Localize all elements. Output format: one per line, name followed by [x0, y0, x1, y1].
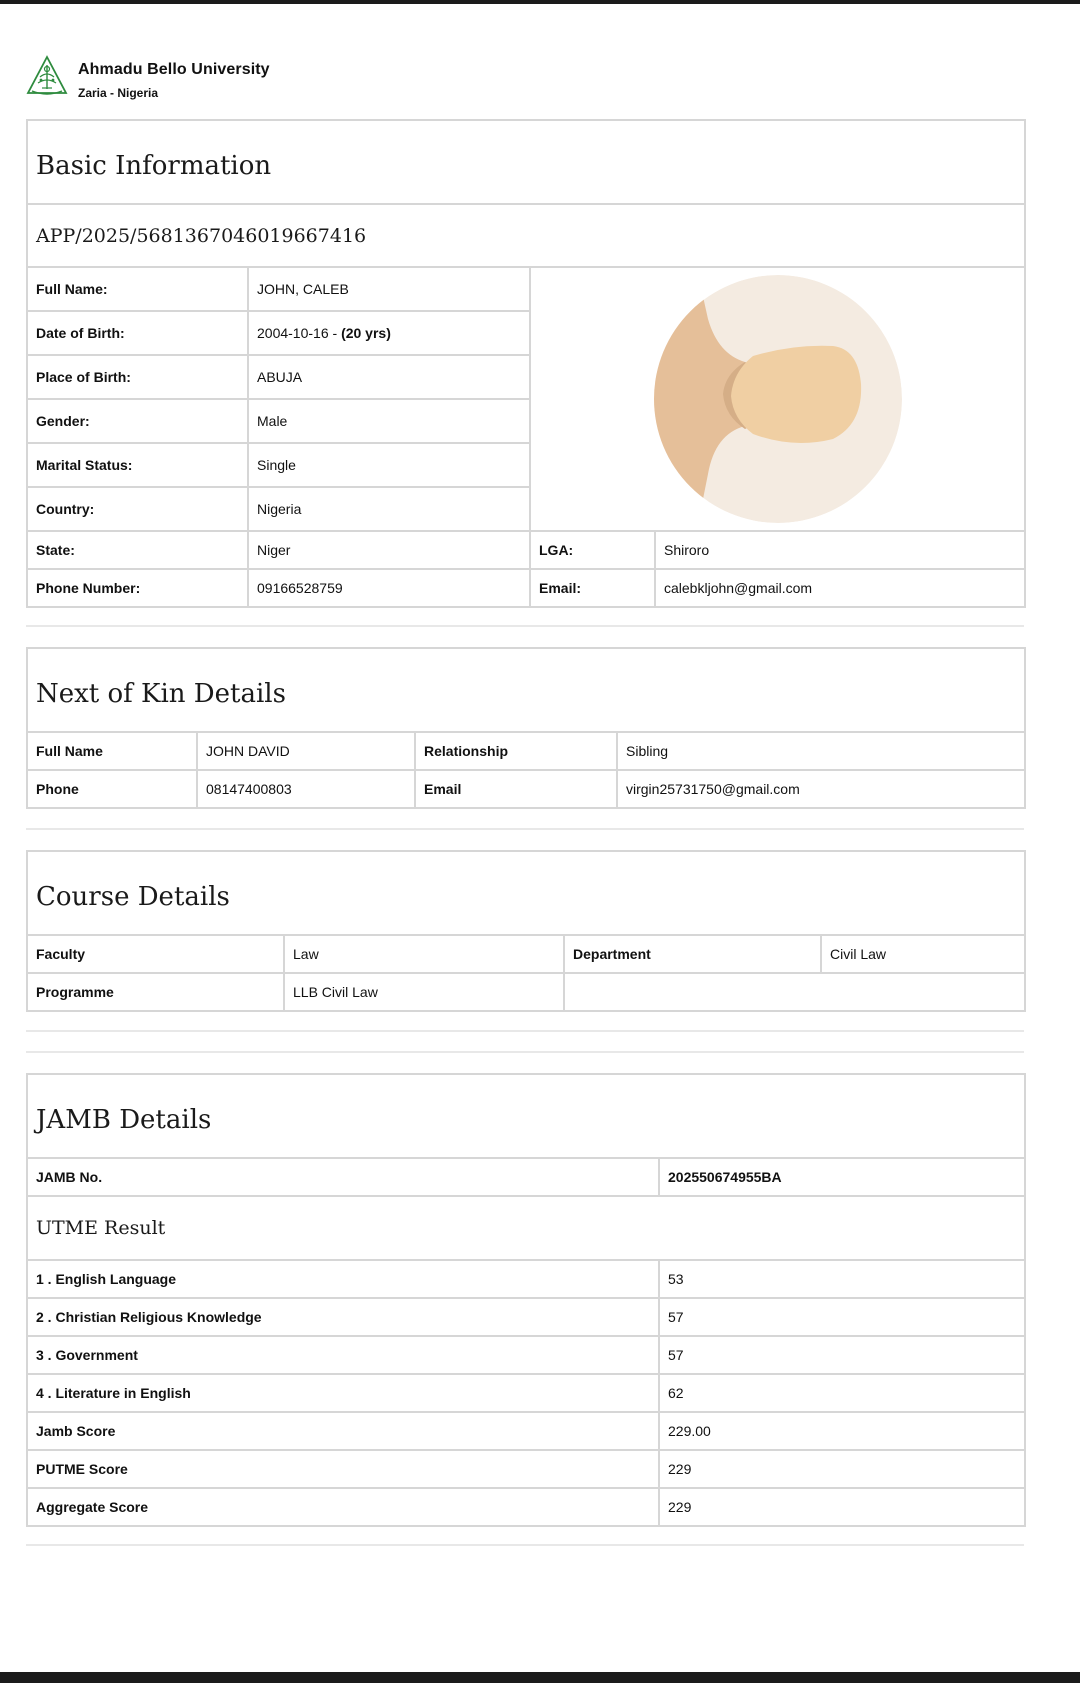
course-details-title: Course Details: [27, 851, 1025, 935]
programme-value: LLB Civil Law: [284, 973, 564, 1011]
subject-score: 62: [659, 1374, 1025, 1412]
state-value: Niger: [248, 531, 530, 569]
pob-value: ABUJA: [248, 355, 530, 399]
kin-relationship-label: Relationship: [415, 732, 617, 770]
subject-label: 1 . English Language: [27, 1260, 659, 1298]
kin-phone-value: 08147400803: [197, 770, 415, 808]
lga-value: Shiroro: [655, 531, 1025, 569]
next-of-kin-title: Next of Kin Details: [27, 648, 1025, 732]
subject-score: 57: [659, 1298, 1025, 1336]
kin-name-value: JOHN DAVID: [197, 732, 415, 770]
section-divider: [26, 625, 1024, 627]
application-number: APP/2025/5681367046019667416: [27, 204, 1025, 267]
subject-label: 2 . Christian Religious Knowledge: [27, 1298, 659, 1336]
phone-label: Phone Number:: [27, 569, 248, 607]
marital-value: Single: [248, 443, 530, 487]
jamb-details-title: JAMB Details: [27, 1074, 1025, 1158]
empty-cell: [564, 973, 1025, 1011]
kin-name-label: Full Name: [27, 732, 197, 770]
dob-date: 2004-10-16 -: [257, 325, 342, 341]
university-location: Zaria - Nigeria: [78, 86, 159, 100]
course-details-table: [26, 850, 1026, 1012]
basic-information-title: Basic Information: [27, 120, 1025, 204]
jamb-number-label: JAMB No.: [27, 1158, 659, 1196]
aggregate-score-label: Aggregate Score: [27, 1488, 659, 1526]
country-label: Country:: [27, 487, 248, 531]
department-label: Department: [564, 935, 821, 973]
jamb-details-table: [26, 1073, 1026, 1527]
full-name-value: JOHN, CALEB: [248, 267, 530, 311]
utme-result-title: UTME Result: [27, 1196, 1025, 1260]
jamb-score-label: Jamb Score: [27, 1412, 659, 1450]
dob-label: Date of Birth:: [27, 311, 248, 355]
dob-value: [248, 311, 530, 355]
email-label: Email:: [530, 569, 655, 607]
subject-score: 53: [659, 1260, 1025, 1298]
email-value: calebkljohn@gmail.com: [655, 569, 1025, 607]
section-divider: [26, 1030, 1024, 1032]
section-divider: [26, 828, 1024, 830]
university-crest-icon: [26, 55, 68, 97]
full-name-label: Full Name:: [27, 267, 248, 311]
department-value: Civil Law: [821, 935, 1025, 973]
country-value: Nigeria: [248, 487, 530, 531]
programme-label: Programme: [27, 973, 284, 1011]
kin-email-label: Email: [415, 770, 617, 808]
faculty-label: Faculty: [27, 935, 284, 973]
dob-age: (20 yrs): [341, 325, 391, 341]
state-label: State:: [27, 531, 248, 569]
photo-cell: [530, 267, 1025, 531]
putme-score-value: 229: [659, 1450, 1025, 1488]
university-name: Ahmadu Bello University: [78, 61, 270, 78]
applicant-photo-placeholder: [653, 274, 903, 524]
gender-label: Gender:: [27, 399, 248, 443]
next-of-kin-table: [26, 647, 1026, 809]
putme-score-label: PUTME Score: [27, 1450, 659, 1488]
phone-value: 09166528759: [248, 569, 530, 607]
top-edge-bar: [0, 0, 1080, 4]
marital-label: Marital Status:: [27, 443, 248, 487]
jamb-number-value: 202550674955BA: [659, 1158, 1025, 1196]
section-divider: [26, 1051, 1024, 1053]
kin-relationship-value: Sibling: [617, 732, 1025, 770]
subject-score: 57: [659, 1336, 1025, 1374]
pob-label: Place of Birth:: [27, 355, 248, 399]
subject-label: 4 . Literature in English: [27, 1374, 659, 1412]
subject-label: 3 . Government: [27, 1336, 659, 1374]
university-header: [26, 55, 626, 101]
jamb-score-value: 229.00: [659, 1412, 1025, 1450]
faculty-value: Law: [284, 935, 564, 973]
gender-value: Male: [248, 399, 530, 443]
aggregate-score-value: 229: [659, 1488, 1025, 1526]
kin-email-value: virgin25731750@gmail.com: [617, 770, 1025, 808]
section-divider: [26, 1544, 1024, 1546]
basic-information-table: [26, 119, 1026, 608]
bottom-edge-bar: [0, 1672, 1080, 1683]
kin-phone-label: Phone: [27, 770, 197, 808]
lga-label: LGA:: [530, 531, 655, 569]
